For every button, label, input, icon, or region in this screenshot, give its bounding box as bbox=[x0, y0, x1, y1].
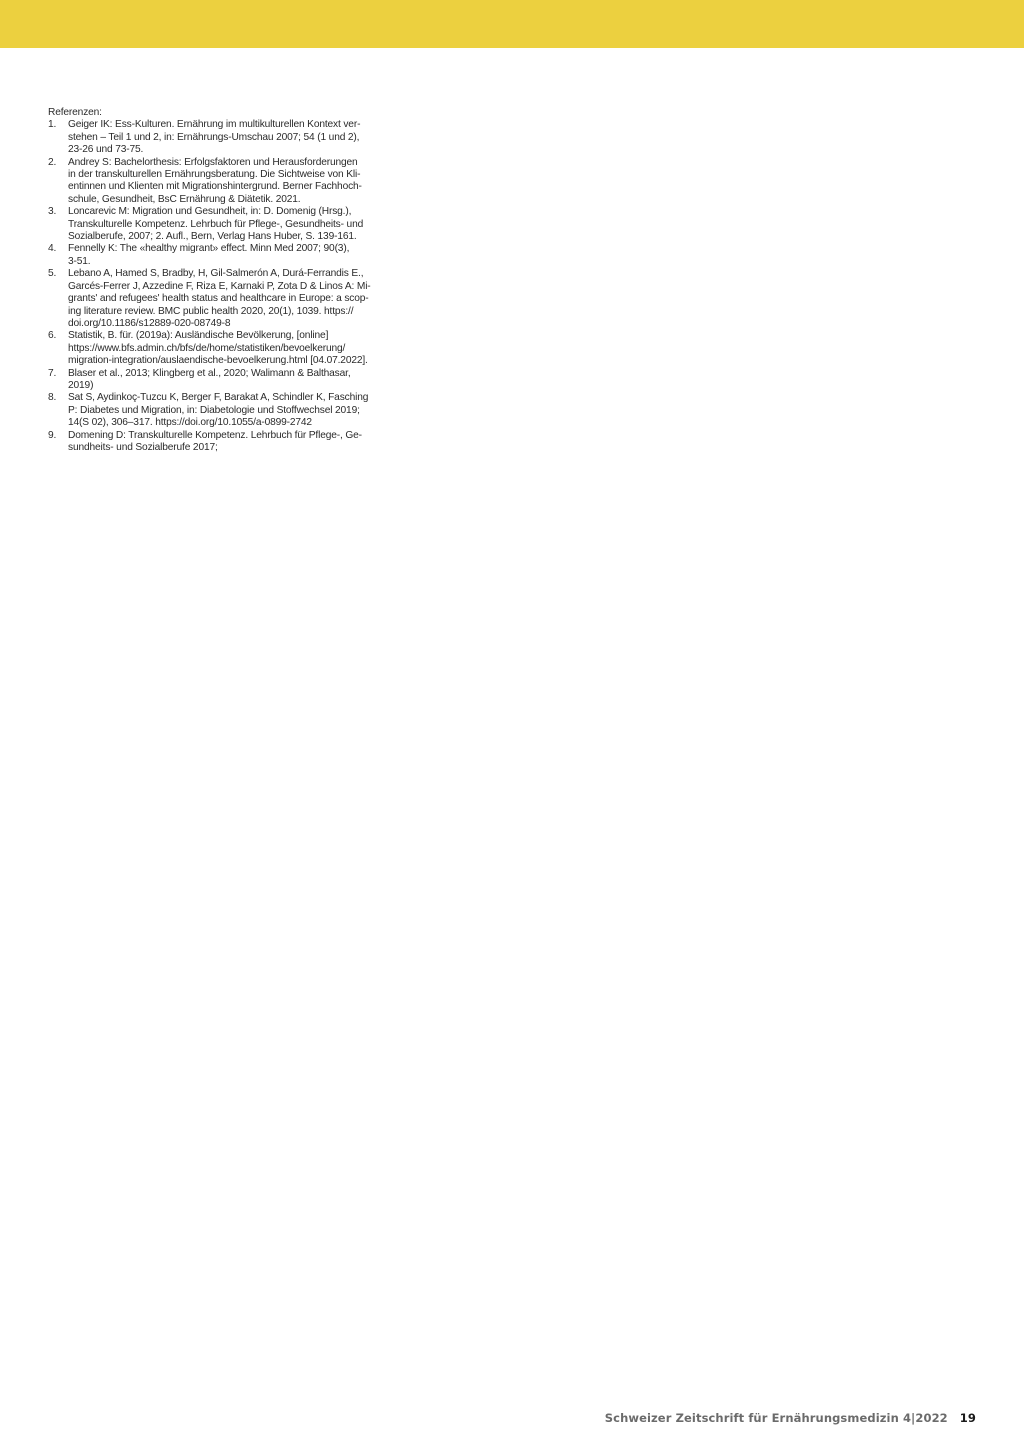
references-section bbox=[48, 107, 398, 454]
reference-number: 3. bbox=[48, 206, 57, 218]
reference-item bbox=[48, 330, 398, 367]
reference-number: 6. bbox=[48, 330, 57, 342]
reference-text: Domening D: Transkulturelle Kompetenz. Lehrbuch für Pflege-, Ge- sundheits- und Sozialberufe 2017; bbox=[68, 429, 362, 453]
reference-item bbox=[48, 430, 398, 455]
reference-number: 9. bbox=[48, 429, 57, 441]
reference-number: 4. bbox=[48, 243, 57, 255]
reference-item bbox=[48, 243, 398, 268]
journal-title: Schweizer Zeitschrift für Ernährungsmedizin 4|2022 bbox=[604, 1411, 948, 1425]
references-list bbox=[48, 119, 398, 454]
reference-item bbox=[48, 119, 398, 156]
reference-text: Statistik, B. für. (2019a): Ausländische Bevölkerung, [online] https://www.bfs.admin.ch/bfs/de/home/statistiken/bevoelkerung/ migration-integration/auslaendische-bevoelkerung.html [04.07.2022]. bbox=[68, 330, 368, 367]
reference-text: Loncarevic M: Migration und Gesundheit, in: D. Domenig (Hrsg.), Transkulturelle Kompetenz. Lehrbuch für Pflege-, Gesundheits- und Sozialberufe, 2007; 2. Aufl., Bern, Verlag Hans Huber, S. 139-161. bbox=[68, 206, 364, 243]
page-number: 19 bbox=[959, 1411, 976, 1425]
reference-text: Geiger IK: Ess-Kulturen. Ernährung im multikulturellen Kontext ver- stehen – Teil 1 und 2, in: Ernährungs-Umschau 2007; 54 (1 und 2), 23-26 und 73-75. bbox=[68, 119, 361, 156]
reference-number: 5. bbox=[48, 268, 57, 280]
header-color-band bbox=[0, 0, 1024, 48]
reference-text: Blaser et al., 2013; Klingberg et al., 2020; Walimann & Balthasar, 2019) bbox=[68, 367, 351, 391]
reference-number: 7. bbox=[48, 367, 57, 379]
reference-text: Andrey S: Bachelorthesis: Erfolgsfaktoren und Herausforderungen in der transkulturellen Ernährungsberatung. Die Sichtweise von Kli- entinnen und Klienten mit Migrationshintergrund. Berner Fachhoch- schule, Gesundheit, BsC Ernährung & Diätetik. 2021. bbox=[68, 156, 362, 205]
page-footer bbox=[605, 1411, 976, 1425]
reference-number: 8. bbox=[48, 392, 57, 404]
reference-text: Fennelly K: The «healthy migrant» effect. Minn Med 2007; 90(3), 3-51. bbox=[68, 243, 350, 267]
reference-item bbox=[48, 157, 398, 207]
reference-item bbox=[48, 368, 398, 393]
reference-text: Lebano A, Hamed S, Bradby, H, Gil-Salmerón A, Durá-Ferrandis E., Garcés-Ferrer J, Azzedine F, Riza E, Karnaki P, Zota D & Linos A: Mi- grants' and refugees' health status and healthcare in Europe: a scop- ing literature review. BMC public health 2020, 20(1), 1039. https:// doi.org/10.1186/s12889-020-08749-8 bbox=[68, 268, 371, 329]
reference-number: 2. bbox=[48, 156, 57, 168]
reference-item bbox=[48, 268, 398, 330]
reference-number: 1. bbox=[48, 119, 57, 131]
reference-item bbox=[48, 206, 398, 243]
references-heading: Referenzen: bbox=[48, 107, 102, 118]
reference-text: Sat S, Aydinkoç-Tuzcu K, Berger F, Barakat A, Schindler K, Fasching P: Diabetes und Migration, in: Diabetologie und Stoffwechsel 2019; 14(S 02), 306–317. https://doi.org/10.1055/a-0899-2742 bbox=[68, 392, 369, 429]
reference-item bbox=[48, 392, 398, 429]
